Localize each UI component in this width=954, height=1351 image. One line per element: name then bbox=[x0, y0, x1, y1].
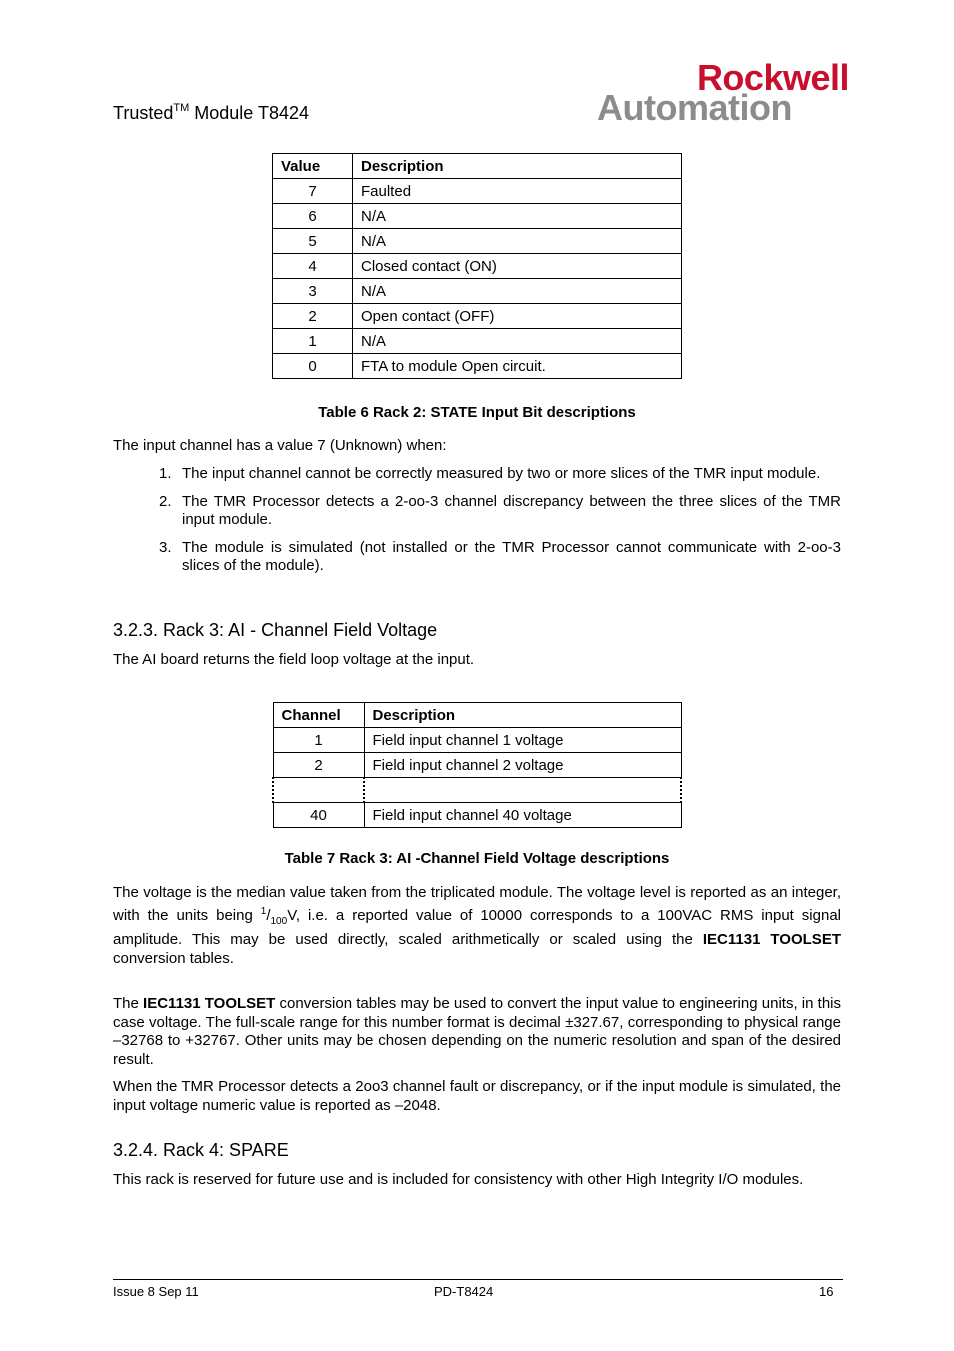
list-number: 3. bbox=[159, 538, 172, 556]
description-cell: Field input channel 1 voltage bbox=[364, 728, 681, 753]
channel-cell bbox=[273, 778, 364, 803]
description-cell bbox=[364, 778, 681, 803]
value-cell: 2 bbox=[273, 304, 353, 329]
field-voltage-table bbox=[272, 702, 682, 828]
channel-cell: 2 bbox=[273, 753, 364, 778]
column-header-channel: Channel bbox=[273, 703, 364, 728]
table-row bbox=[273, 304, 682, 329]
column-header-description: Description bbox=[364, 703, 681, 728]
ai-intro-text: The AI board returns the field loop voltage at the input. bbox=[113, 651, 475, 668]
description-cell: Open contact (OFF) bbox=[353, 304, 682, 329]
table-row bbox=[273, 803, 681, 828]
unknown-intro-text: The input channel has a value 7 (Unknown) when: bbox=[113, 437, 447, 454]
table-6-caption: Table 6 Rack 2: STATE Input Bit descriptions bbox=[318, 404, 636, 421]
description-cell: Field input channel 40 voltage bbox=[364, 803, 681, 828]
description-cell: Field input channel 2 voltage bbox=[364, 753, 681, 778]
table-row bbox=[273, 254, 682, 279]
table-gap-row bbox=[273, 778, 681, 803]
voltage-paragraph: The voltage is the median value taken from the triplicated module. The voltage level is reported as an integer, with the units being $^1/_{100}V$, i.e. a reported value of 10000 corresponds to a 100VAC RMS input signal amplitude. This may be used directly, scaled arithmetically or scaled using the IEC1131 TOOLSET conversion tables. bbox=[113, 884, 841, 967]
footer-issue: Issue 8 Sep 11 bbox=[113, 1284, 199, 1299]
table-row bbox=[273, 204, 682, 229]
value-cell: 1 bbox=[273, 329, 353, 354]
value-cell: 4 bbox=[273, 254, 353, 279]
description-cell: N/A bbox=[353, 204, 682, 229]
footer-page-number: 16 bbox=[819, 1284, 834, 1299]
description-cell: Closed contact (ON) bbox=[353, 254, 682, 279]
logo-word-automation: Automation bbox=[597, 87, 792, 128]
list-item: 2. The TMR Processor detects a 2-oo-3 channel discrepancy between the three slices of the TMR input module. bbox=[159, 492, 841, 528]
state-input-bit-table bbox=[272, 153, 682, 379]
table-row bbox=[273, 279, 682, 304]
footer-document-id: PD-T8424 bbox=[434, 1284, 494, 1299]
list-item: 3. The module is simulated (not installed or the TMR Processor cannot communicate with 2-oo-3 slices of the module). bbox=[159, 538, 841, 574]
table-row bbox=[273, 354, 682, 379]
description-cell: N/A bbox=[353, 229, 682, 254]
channel-cell: 40 bbox=[273, 803, 364, 828]
value-cell: 7 bbox=[273, 179, 353, 204]
trademark-superscript: TM bbox=[173, 102, 190, 114]
table-row bbox=[273, 229, 682, 254]
section-heading-3-2-3: 3.2.3. Rack 3: AI - Channel Field Voltage bbox=[113, 620, 438, 640]
table-row bbox=[273, 753, 681, 778]
unknown-conditions-list bbox=[113, 465, 841, 585]
list-number: 1. bbox=[159, 465, 172, 482]
spare-paragraph: This rack is reserved for future use and is included for consistency with other High Integrity I/O modules. bbox=[113, 1171, 804, 1188]
logo-word-rockwell: Rockwell bbox=[696, 57, 849, 98]
table-header-row bbox=[273, 703, 681, 728]
rockwell-automation-logo bbox=[597, 57, 853, 128]
description-cell: FTA to module Open circuit. bbox=[353, 354, 682, 379]
footer-divider bbox=[113, 1279, 843, 1280]
channel-cell: 1 bbox=[273, 728, 364, 753]
toolset-paragraph: The IEC1131 TOOLSET conversion tables may be used to convert the input value to engineering units, in this case voltage. The full-scale range for this number format is decimal ±327.67, corresponding to physical range –32768 to +32767. Other units may be chosen depending on the numeric resolution and span of the desired result. bbox=[113, 995, 842, 1068]
fraction-denominator: 100 bbox=[270, 915, 288, 927]
value-cell: 3 bbox=[273, 279, 353, 304]
table-row bbox=[273, 728, 681, 753]
list-item: 1. The input channel cannot be correctly measured by two or more slices of the TMR input module. bbox=[159, 465, 821, 482]
table-7-caption: Table 7 Rack 3: AI -Channel Field Voltage descriptions bbox=[284, 850, 670, 867]
description-cell: Faulted bbox=[353, 179, 682, 204]
fault-paragraph: When the TMR Processor detects a 2oo3 channel fault or discrepancy, or if the input module is simulated, the input voltage numeric value is reported as –2048. bbox=[113, 1078, 841, 1114]
value-cell: 6 bbox=[273, 204, 353, 229]
value-cell: 5 bbox=[273, 229, 353, 254]
description-cell: N/A bbox=[353, 329, 682, 354]
column-header-value: Value bbox=[273, 154, 353, 179]
list-number: 2. bbox=[159, 492, 172, 510]
table-header-row bbox=[273, 154, 682, 179]
value-cell: 0 bbox=[273, 354, 353, 379]
column-header-description: Description bbox=[353, 154, 682, 179]
table-row bbox=[273, 179, 682, 204]
description-cell: N/A bbox=[353, 279, 682, 304]
section-heading-3-2-4: 3.2.4. Rack 4: SPARE bbox=[113, 1140, 289, 1160]
fraction-numerator: 1 bbox=[260, 905, 267, 917]
document-title: Trusted™ Module T8424 bbox=[113, 102, 310, 123]
table-row bbox=[273, 329, 682, 354]
